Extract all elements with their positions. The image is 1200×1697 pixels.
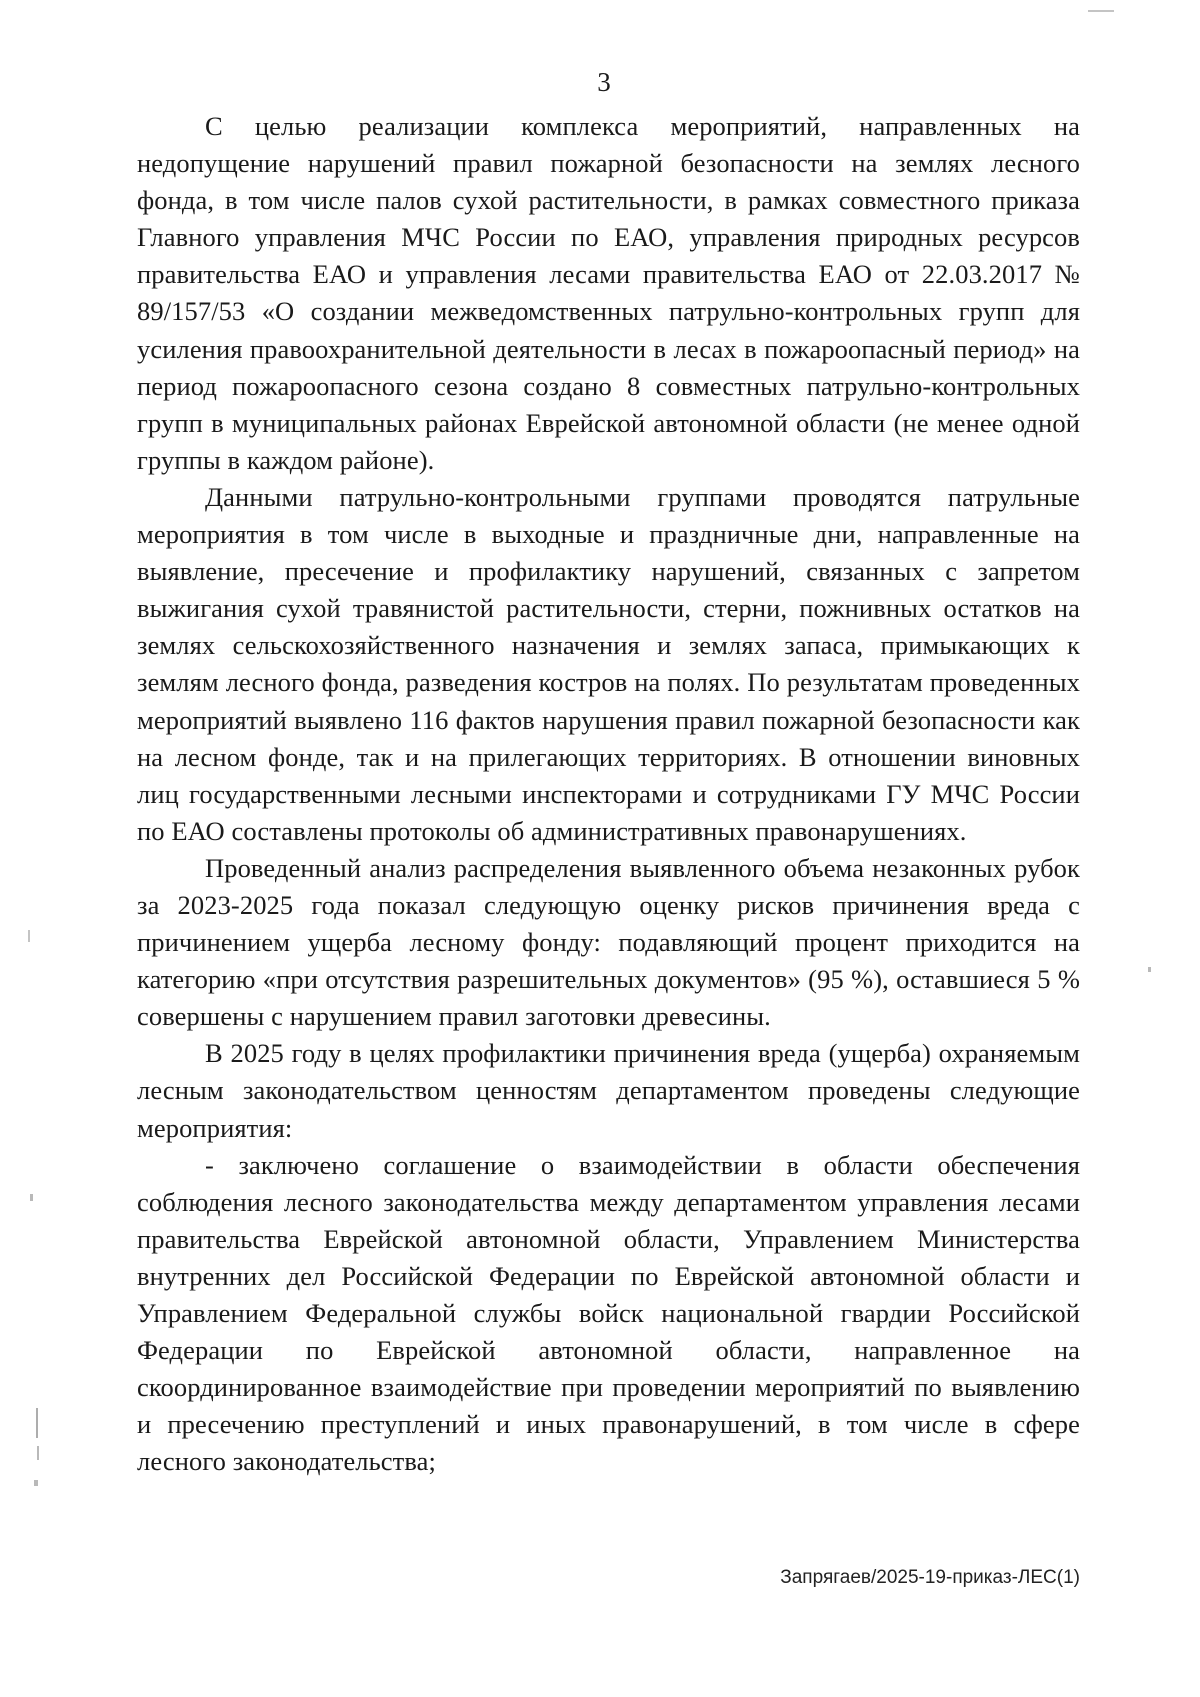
scan-artifact-mark [28,930,30,942]
scan-artifact-mark [37,1446,39,1460]
scan-artifact-mark [36,1408,38,1438]
page-number: 3 [597,67,611,97]
paragraph-patrol-activities: Данными патрульно-контрольными группами проводятся патрульные мероприятия в том числе в выходные и праздничные дни, направленные на выявление, пресечение и профилактику нарушений, связанных с запретом выжигания сухой травянистой растительности, стерни, пожнивных остатков на землях сельскохозяйственного назначения и землях запаса, примыкающих к землям лесного фонда, разведения костров на полях. По результатам проведенных мероприятий выявлено 116 фактов нарушения правил пожарной безопасности как на лесном фонде, так и на прилегающих территориях. В отношении виновных лиц государственными лесными инспекторами и сотрудниками ГУ МЧС России по ЕАО составлены протоколы об административных правонарушениях. [137,481,1080,846]
paragraph-illegal-logging-analysis: Проведенный анализ распределения выявленного объема незаконных рубок за 2023-2025 года показал следующую оценку рисков причинения вреда с причинением ущерба лесному фонду: подавляющий процент приходится на категорию «при отсутствия разрешительных документов» (95 %), оставшиеся 5 % совершены с нарушением правил заготовки древесины. [137,852,1080,1032]
document-body [137,108,1080,1480]
paragraph-interaction-agreement: - заключено соглашение о взаимодействии в области обеспечения соблюдения лесного законодательства между департаментом управления лесами правительства Еврейской автономной области, Управлением Министерства внутренних дел Российской Федерации по Еврейской автономной области и Управлением Федеральной службы войск национальной гвардии Российской Федерации по Еврейской автономной области, направленное на скоординированное взаимодействие при проведении мероприятий по выявлению и пресечению преступлений и иных правонарушений, в том числе в сфере лесного законодательства; [137,1149,1080,1477]
paragraph-patrol-groups-creation: С целью реализации комплекса мероприятий, направленных на недопущение нарушений правил пожарной безопасности на землях лесного фонда, в том числе палов сухой растительности, в рамках совместного приказа Главного управления МЧС России по ЕАО, управления природных ресурсов правительства ЕАО и управления лесами правительства ЕАО от 22.03.2017 № 89/157/53 «О создании межведомственных патрульно-контрольных групп для усиления правоохранительной деятельности в лесах в пожароопасный период» на период пожароопасного сезона создано 8 совместных патрульно-контрольных групп в муниципальных районах Еврейской автономной области (не менее одной группы в каждом районе). [137,111,1080,475]
document-footer-reference: Запрягаев/2025-19-приказ-ЛЕС(1) [780,1567,1080,1588]
scan-artifact-mark [1148,967,1151,972]
scan-artifact-mark [30,1194,33,1201]
scan-artifact-mark [34,1480,38,1486]
scan-artifact-mark [1088,10,1114,12]
paragraph-prevention-measures-intro: В 2025 году в целях профилактики причинения вреда (ущерба) охраняемым лесным законодательством ценностям департаментом проведены следующие мероприятия: [137,1038,1080,1143]
